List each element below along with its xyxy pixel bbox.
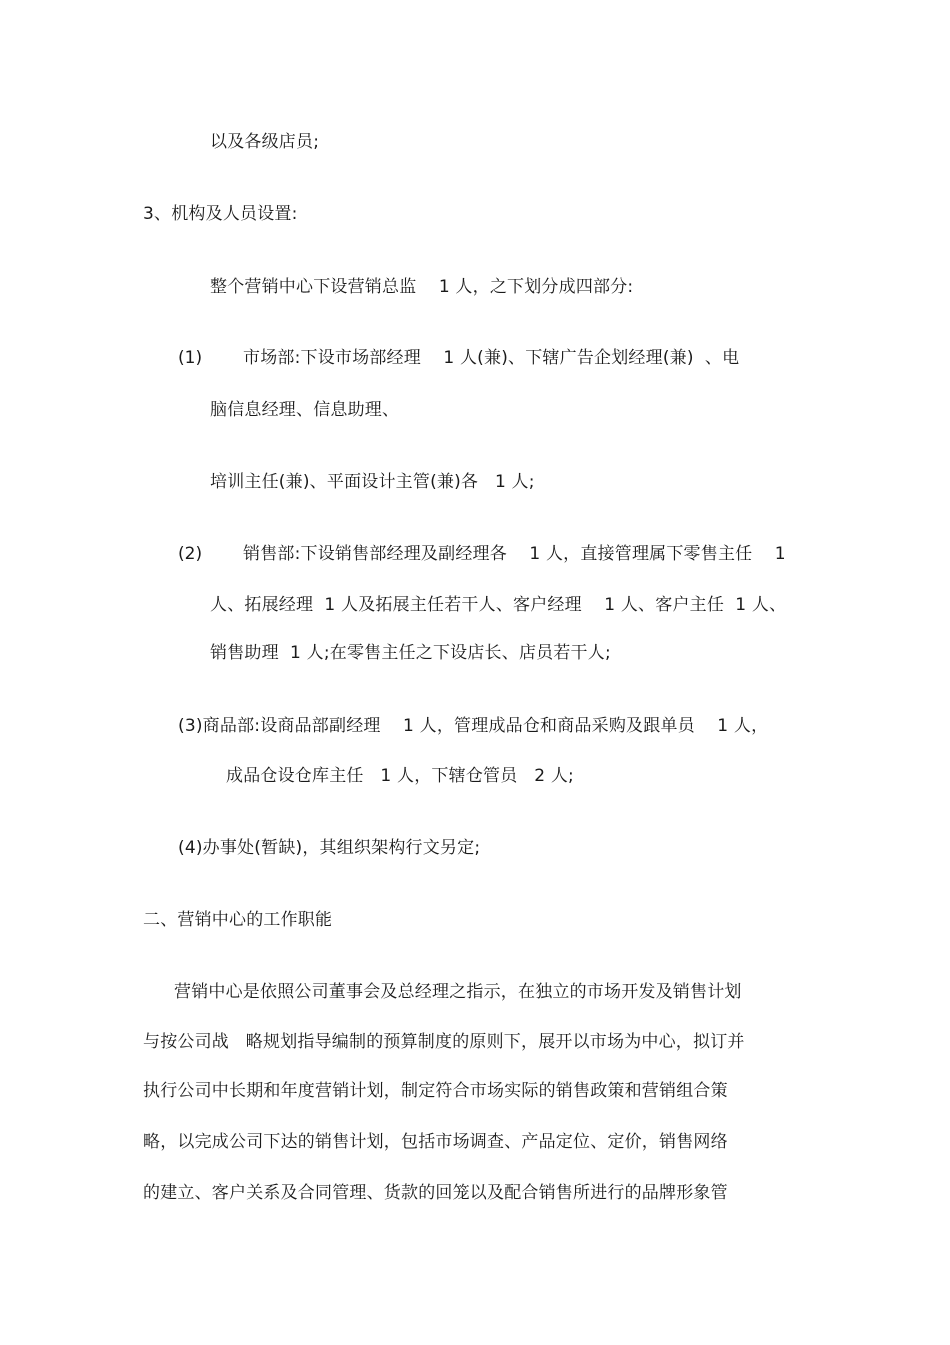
- item-2-line-2: 人、拓展经理 1 人及拓展主任若干人、客户经理 1 人、客户主任 1 人、: [210, 595, 787, 615]
- item-1-line-3: 培训主任(兼)、平面设计主管(兼)各 1 人;: [210, 472, 535, 492]
- paragraph-line-4: 略，以完成公司下达的销售计划，包括市场调查、产品定位、定价，销售网络: [143, 1132, 728, 1152]
- section-two-heading: 二、营销中心的工作职能: [143, 910, 333, 930]
- item-3-line-2: 成品仓设仓库主任 1 人，下辖仓管员 2 人;: [226, 766, 574, 786]
- paragraph-line-5: 的建立、客户关系及合同管理、货款的回笼以及配合销售所进行的品牌形象管: [143, 1183, 728, 1203]
- paragraph-line-2: 与按公司战 略规划指导编制的预算制度的原则下，展开以市场为中心，拟订并: [143, 1032, 745, 1052]
- item-2-line-1: 销售部:下设销售部经理及副经理各 1 人，直接管理属下零售主任 1: [243, 544, 786, 564]
- item-1-line-1: 市场部:下设市场部经理 1 人(兼)、下辖广告企划经理(兼) 、电: [243, 348, 740, 368]
- item-1-number: (1): [178, 348, 203, 368]
- item-1-line-2: 脑信息经理、信息助理、: [210, 400, 400, 420]
- paragraph-line-3: 执行公司中长期和年度营销计划，制定符合市场实际的销售政策和营销组合策: [143, 1081, 728, 1101]
- section-3-heading: 3、机构及人员设置:: [143, 204, 298, 224]
- continuation-line: 以及各级店员;: [210, 132, 320, 152]
- section-3-intro: 整个营销中心下设营销总监 1 人，之下划分成四部分:: [210, 277, 634, 297]
- item-2-number: (2): [178, 544, 203, 564]
- item-2-line-3: 销售助理 1 人;在零售主任之下设店长、店员若干人;: [210, 643, 611, 663]
- item-3-line-1: (3)商品部:设商品部副经理 1 人，管理成品仓和商品采购及跟单员 1 人，: [178, 716, 769, 736]
- paragraph-line-1: 营销中心是依照公司董事会及总经理之指示，在独立的市场开发及销售计划: [174, 982, 742, 1002]
- item-4-line-1: (4)办事处(暂缺)，其组织架构行文另定;: [178, 838, 481, 858]
